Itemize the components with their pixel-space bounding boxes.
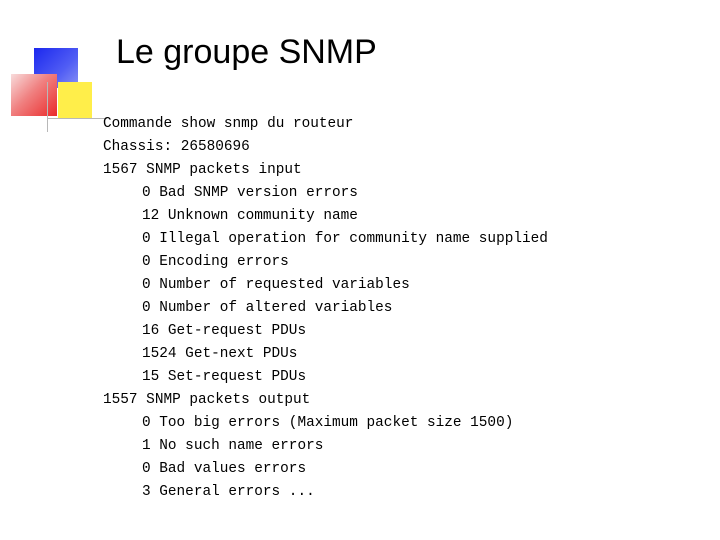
output-line: 0 Number of altered variables xyxy=(142,300,393,316)
red-square-decoration xyxy=(11,74,57,116)
output-line: 15 Set-request PDUs xyxy=(142,369,307,385)
output-line: 0 Number of requested variables xyxy=(142,277,410,293)
output-line: 16 Get-request PDUs xyxy=(142,323,307,339)
output-line: 0 Bad SNMP version errors xyxy=(142,185,358,201)
output-line-chassis: Chassis: 26580696 xyxy=(103,139,250,155)
output-line: 3 General errors ... xyxy=(142,484,315,500)
output-line-heading: Commande show snmp du routeur xyxy=(103,116,354,132)
command-output xyxy=(103,113,548,504)
output-line: 12 Unknown community name xyxy=(142,208,358,224)
output-line: 0 Encoding errors xyxy=(142,254,289,270)
output-line-packets-input: 1567 SNMP packets input xyxy=(103,162,302,178)
decoration-vertical-line xyxy=(47,82,48,132)
output-line: 1524 Get-next PDUs xyxy=(142,346,298,362)
yellow-square-decoration xyxy=(58,82,92,118)
output-line: 0 Illegal operation for community name supplied xyxy=(142,231,548,247)
output-line: 0 Bad values errors xyxy=(142,461,307,477)
output-line: 1 No such name errors xyxy=(142,438,324,454)
decoration-horizontal-line xyxy=(47,118,107,119)
output-line: 0 Too big errors (Maximum packet size 1500) xyxy=(142,415,514,431)
output-line-packets-output: 1557 SNMP packets output xyxy=(103,392,311,408)
slide-title: Le groupe SNMP xyxy=(116,33,377,71)
slide-decoration xyxy=(0,0,120,140)
